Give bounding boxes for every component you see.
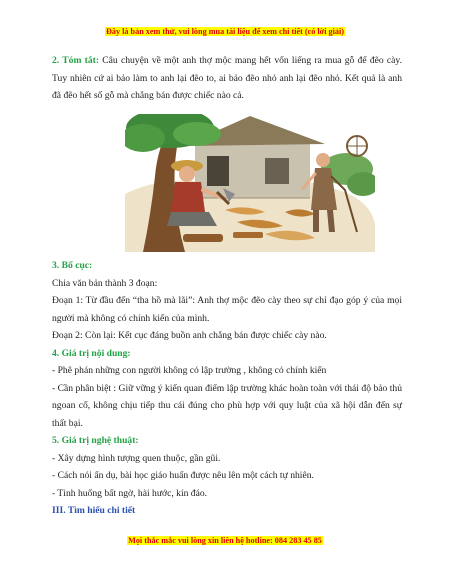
story-illustration xyxy=(125,114,375,252)
summary-heading: 2. Tóm tắt: xyxy=(52,55,100,66)
art-value-heading: 5. Giá trị nghệ thuật: xyxy=(52,435,139,446)
content-value-heading: 4. Giá trị nội dung: xyxy=(52,347,131,359)
content-value-line-2: - Cần phân biệt : Giữ vững ý kiến quan điểm lập trường khác hoàn toàn với thái độ bảo thủ ngoan cố, không chịu tiếp thu cái đúng cho phù hợp với quy luật của xã hội dẫn đến sự thất bại. xyxy=(52,382,402,429)
summary-section xyxy=(52,52,402,105)
content-value-line-1: - Phê phán những con người không có lập trường , không có chính kiến xyxy=(52,365,327,376)
summary-paragraph xyxy=(52,52,402,105)
preview-notice-text: Đây là bản xem thử, vui lòng mua tài liệu để xem chi tiết (có lời giải) xyxy=(105,27,344,36)
art-value-line-2: - Cách nói ẩn dụ, bài học giáo huấn được nêu lên một cách tự nhiên. xyxy=(52,470,314,481)
art-value-line-3: - Tình huống bất ngờ, hài hước, kín đáo. xyxy=(52,487,208,499)
preview-notice-banner xyxy=(0,26,450,37)
art-value-line-1: - Xây dựng hình tượng quen thuộc, gần gũi. xyxy=(52,452,221,464)
analysis-sections xyxy=(52,257,402,520)
section-three-heading: III. Tìm hiểu chi tiết xyxy=(52,505,136,516)
layout-line-2: Đoạn 1: Từ đầu đến “tha hồ mà lãi”: Anh thợ mộc đẽo cày theo sự chỉ đạo góp ý của mọi người mà không có chính kiến của mình. xyxy=(52,295,402,324)
hotline-text: Mọi thắc mắc vui lòng xin liên hệ hotline: 084 283 45 85 xyxy=(128,536,322,545)
summary-text: Câu chuyện về một anh thợ mộc mang hết vốn liếng ra mua gỗ để đẽo cày. Tuy nhiên cứ ai bảo làm to anh lại đẽo to, ai bảo đẽo nhỏ anh lại đẽo nhỏ. Kết quả là anh đã đẽo hết số gỗ mà chẳng bán được chiếc nào cả. xyxy=(52,55,402,101)
hotline-banner xyxy=(0,535,450,546)
layout-line-1: Chia văn bản thành 3 đoạn: xyxy=(52,277,158,289)
layout-heading: 3. Bố cục: xyxy=(52,260,93,271)
layout-line-3: Đoạn 2: Còn lại: Kết cục đáng buồn anh chẳng bán được chiếc cày nào. xyxy=(52,330,327,341)
